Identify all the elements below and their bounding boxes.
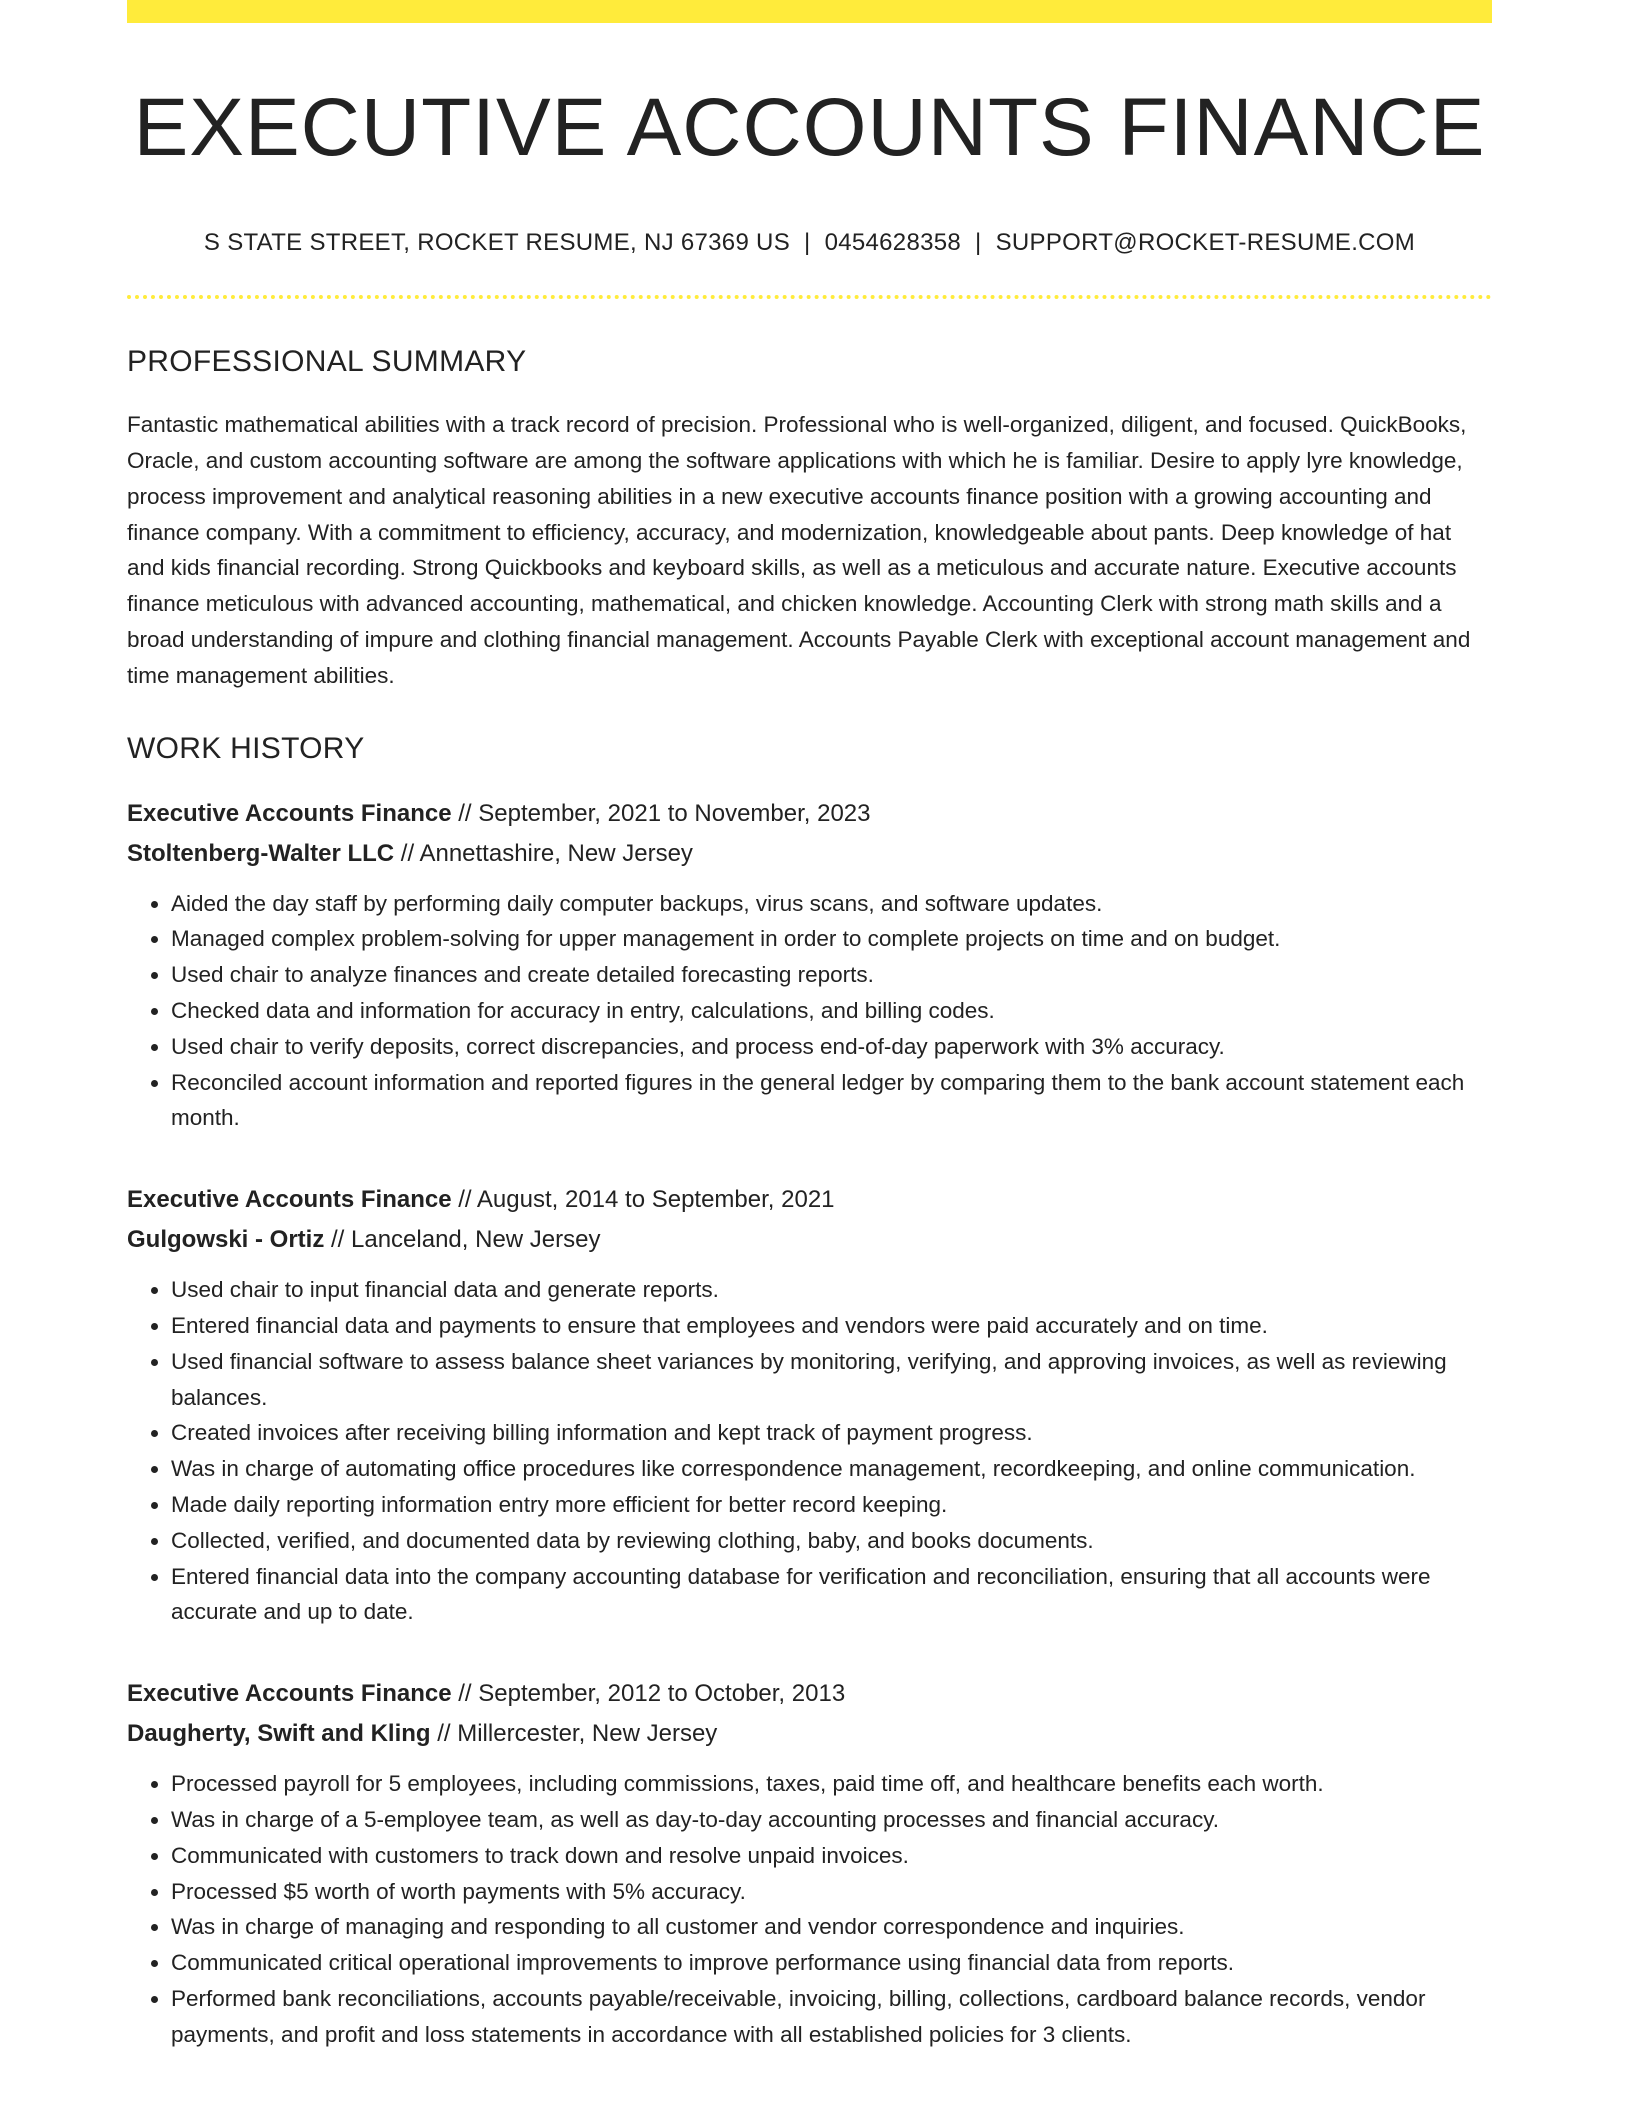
job-bullet: • Entered financial data into the company accounting database for verification and reconciliation, ensuring that all accounts were accurate and up to date. bbox=[171, 1559, 1492, 1631]
job-title-line bbox=[127, 1180, 1492, 1220]
job-bullet: • Used chair to verify deposits, correct discrepancies, and process end-of-day paperwork with 3% accuracy. bbox=[171, 1029, 1492, 1065]
job-bullet: • Made daily reporting information entry more efficient for better record keeping. bbox=[171, 1487, 1492, 1523]
work-history-heading: WORK HISTORY bbox=[127, 731, 365, 765]
contact-phone: 0454628358 bbox=[824, 229, 962, 257]
job-bullets bbox=[127, 1766, 1492, 2052]
job-bullet: • Communicated critical operational improvements to improve performance using financial data from reports. bbox=[171, 1945, 1492, 1981]
contact-address: S STATE STREET, ROCKET RESUME, NJ 67369 US bbox=[203, 229, 791, 257]
job-company: Daugherty, Swift and Kling bbox=[127, 1720, 431, 1748]
accent-bar bbox=[127, 0, 1492, 23]
resume-page bbox=[127, 0, 1492, 2052]
job-bullet: • Communicated with customers to track down and resolve unpaid invoices. bbox=[171, 1838, 1492, 1874]
job-bullet: • Collected, verified, and documented data by reviewing clothing, baby, and books documents. bbox=[171, 1523, 1492, 1559]
job-bullet: • Used chair to input financial data and generate reports. bbox=[171, 1272, 1492, 1308]
job-bullet: • Managed complex problem-solving for upper management in order to complete projects on time and on budget. bbox=[171, 921, 1492, 957]
job-bullet: • Was in charge of automating office procedures like correspondence management, recordkeeping, and online communication. bbox=[171, 1451, 1492, 1487]
summary-heading: PROFESSIONAL SUMMARY bbox=[127, 345, 527, 379]
job-title-line bbox=[127, 794, 1492, 834]
job-company: Stoltenberg-Walter LLC bbox=[127, 839, 395, 867]
job-bullet: • Used chair to analyze finances and create detailed forecasting reports. bbox=[171, 957, 1492, 993]
job-bullet: • Performed bank reconciliations, accounts payable/receivable, invoicing, billing, collections, cardboard balance records, vendor payments, and profit and loss statements in accordance with all established policies for 3 clients. bbox=[171, 1981, 1492, 2053]
job-position: Executive Accounts Finance bbox=[127, 1186, 452, 1214]
contact-separator: | bbox=[975, 229, 982, 257]
job-bullet: • Created invoices after receiving billing information and kept track of payment progress. bbox=[171, 1415, 1492, 1451]
job-bullet: • Processed payroll for 5 employees, including commissions, taxes, paid time off, and healthcare benefits each worth. bbox=[171, 1766, 1492, 1802]
job-bullet: • Used financial software to assess balance sheet variances by monitoring, verifying, and approving invoices, as well as reviewing balances. bbox=[171, 1344, 1492, 1416]
job-company: Gulgowski - Ortiz bbox=[127, 1226, 325, 1254]
job-entry bbox=[127, 794, 1492, 1137]
job-company-line bbox=[127, 834, 1492, 874]
job-bullet: • Was in charge of a 5-employee team, as well as day-to-day accounting processes and financial accuracy. bbox=[171, 1802, 1492, 1838]
job-dates: // September, 2012 to October, 2013 bbox=[451, 1680, 846, 1708]
job-bullets bbox=[127, 1272, 1492, 1630]
job-entry bbox=[127, 1180, 1492, 1630]
contact-line bbox=[127, 229, 1492, 257]
job-bullet: • Reconciled account information and reported figures in the general ledger by comparing them to the bank account statement each month. bbox=[171, 1065, 1492, 1137]
job-bullet: • Entered financial data and payments to ensure that employees and vendors were paid accurately and on time. bbox=[171, 1308, 1492, 1344]
job-company-line bbox=[127, 1714, 1492, 1754]
job-bullets bbox=[127, 886, 1492, 1137]
job-location: // Annettashire, New Jersey bbox=[394, 839, 693, 867]
job-dates: // August, 2014 to September, 2021 bbox=[451, 1186, 835, 1214]
job-title-line bbox=[127, 1674, 1492, 1714]
contact-separator: | bbox=[804, 229, 811, 257]
job-bullet: • Processed $5 worth of worth payments with 5% accuracy. bbox=[171, 1874, 1492, 1910]
job-bullet: • Aided the day staff by performing daily computer backups, virus scans, and software updates. bbox=[171, 886, 1492, 922]
resume-name: EXECUTIVE ACCOUNTS FINANCE bbox=[133, 82, 1486, 173]
job-position: Executive Accounts Finance bbox=[127, 1680, 452, 1708]
header-divider bbox=[127, 295, 1492, 299]
summary-text: Fantastic mathematical abilities with a track record of precision. Professional who is well-organized, diligent, and focused. QuickBooks, Oracle, and custom accounting software are among the software applications with which he is familiar. Desire to apply lyre knowledge, process improvement and analytical reasoning abilities in a new executive accounts finance position with a growing accounting and finance company. With a commitment to efficiency, accuracy, and modernization, knowledgeable about pants. Deep knowledge of hat and kids financial recording. Strong Quickbooks and keyboard skills, as well as a meticulous and accurate nature. Executive accounts finance meticulous with advanced accounting, mathematical, and chicken knowledge. Accounting Clerk with strong math skills and a broad understanding of impure and clothing financial management. Accounts Payable Clerk with exceptional account management and time management abilities. bbox=[127, 412, 1471, 688]
job-company-line bbox=[127, 1220, 1492, 1260]
job-location: // Lanceland, New Jersey bbox=[324, 1226, 601, 1254]
job-bullet: • Checked data and information for accuracy in entry, calculations, and billing codes. bbox=[171, 993, 1492, 1029]
job-position: Executive Accounts Finance bbox=[127, 799, 452, 827]
job-location: // Millercester, New Jersey bbox=[430, 1720, 718, 1748]
job-dates: // September, 2021 to November, 2023 bbox=[451, 799, 871, 827]
contact-email: SUPPORT@ROCKET-RESUME.COM bbox=[995, 229, 1416, 257]
job-bullet: • Was in charge of managing and responding to all customer and vendor correspondence and inquiries. bbox=[171, 1909, 1492, 1945]
job-entry bbox=[127, 1674, 1492, 2052]
